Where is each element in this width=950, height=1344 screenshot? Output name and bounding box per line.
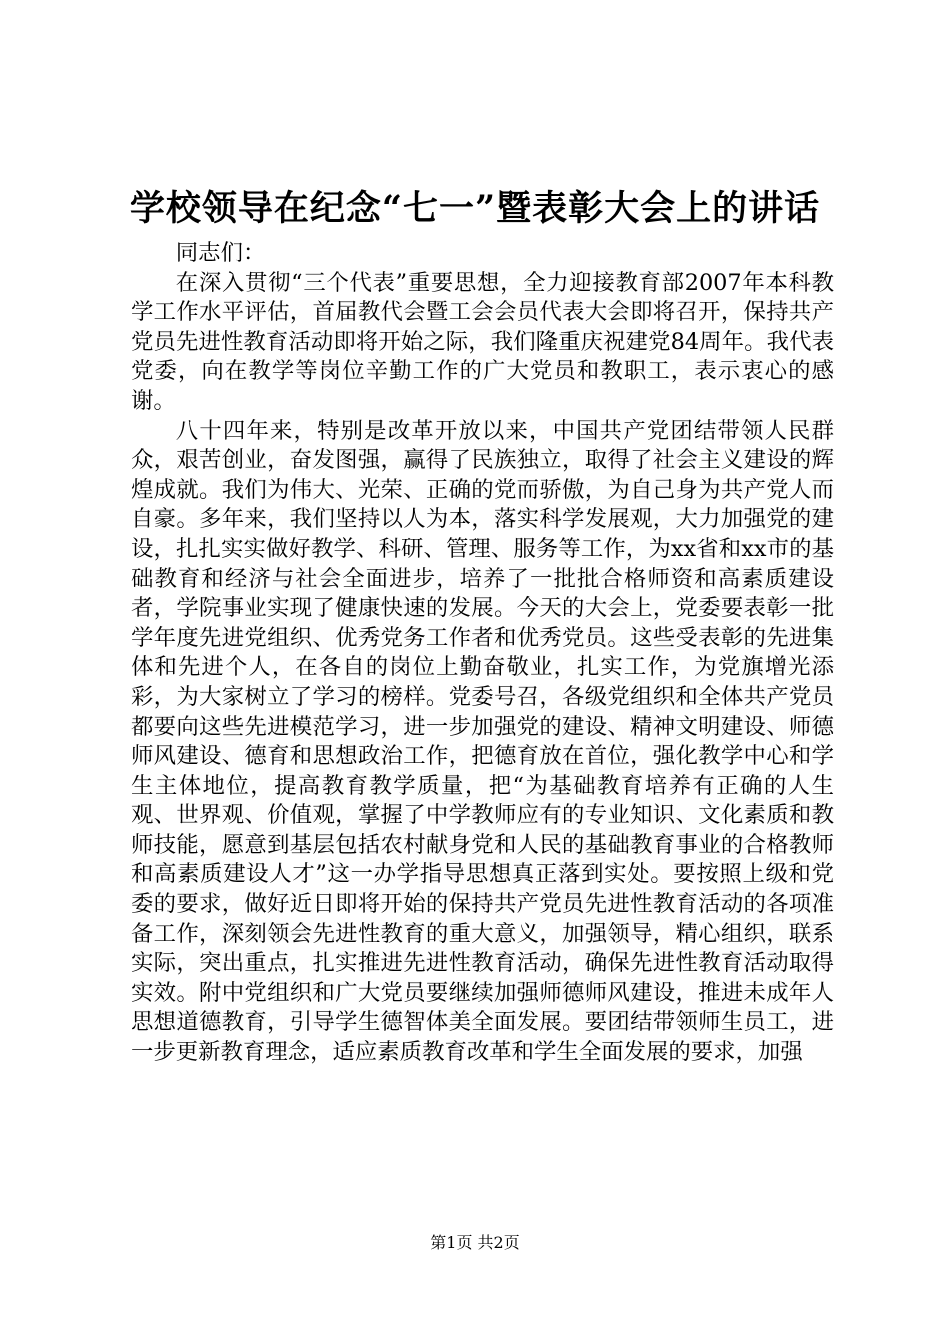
page-number-footer: 第1页 共2页 (430, 1233, 520, 1252)
salutation: 同志们： (175, 240, 266, 266)
document-body (131, 239, 834, 1068)
document-title: 学校领导在纪念“七一”暨表彰大会上的讲话 (129, 188, 821, 229)
paragraph-2: 八十四年来，特别是改革开放以来，中国共产党团结带领人民群众，艰苦创业，奋发图强，赢得了民族独立，取得了社会主义建设的辉煌成就。我们为伟大、光荣、正确的党而骄傲，为自己身为共产党人而自豪。多年来，我们坚持以人为本，落实科学发展观，大力加强党的建设，扎扎实实做好教学、科研、管理、服务等工作，为xx省和xx市的基础教育和经济与社会全面进步，培养了一批批合格师资和高素质建设者，学院事业实现了健康快速的发展。今天的大会上，党委要表彰一批学年度先进党组织、优秀党务工作者和优秀党员。这些受表彰的先进集体和先进个人，在各自的岗位上勤奋敬业，扎实工作，为党旗增光添彩，为大家树立了学习的榜样。党委号召，各级党组织和全体共产党员都要向这些先进模范学习，进一步加强党的建设、精神文明建设、师德师风建设、德育和思想政治工作，把德育放在首位，强化教学中心和学生主体地位，提高教育教学质量，把“为基础教育培养有正确的人生观、世界观、价值观，掌握了中学教师应有的专业知识、文化素质和教师技能，愿意到基层包括农村献身党和人民的基础教育事业的合格教师和高素质建设人才”这一办学指导思想真正落到实处。要按照上级和党委的要求，做好近日即将开始的保持共产党员先进性教育活动的各项准备工作，深刻领会先进性教育的重大意义，加强领导，精心组织，联系实际，突出重点，扎实推进先进性教育活动，确保先进性教育活动取得实效。附中党组织和广大党员要继续加强师德师风建设，推进未成年人思想道德教育，引导学生德智体美全面发展。要团结带领师生员工，进一步更新教育理念，适应素质教育改革和学生全面发展的要求，加强 (131, 417, 834, 1066)
paragraph-1: 在深入贯彻“三个代表”重要思想，全力迎接教育部2007年本科教学工作水平评估，首届教代会暨工会会员代表大会即将召开，保持共产党员先进性教育活动即将开始之际，我们隆重庆祝建党84周年。我代表党委，向在教学等岗位辛勤工作的广大党员和教职工，表示衷心的感谢。 (131, 269, 834, 414)
